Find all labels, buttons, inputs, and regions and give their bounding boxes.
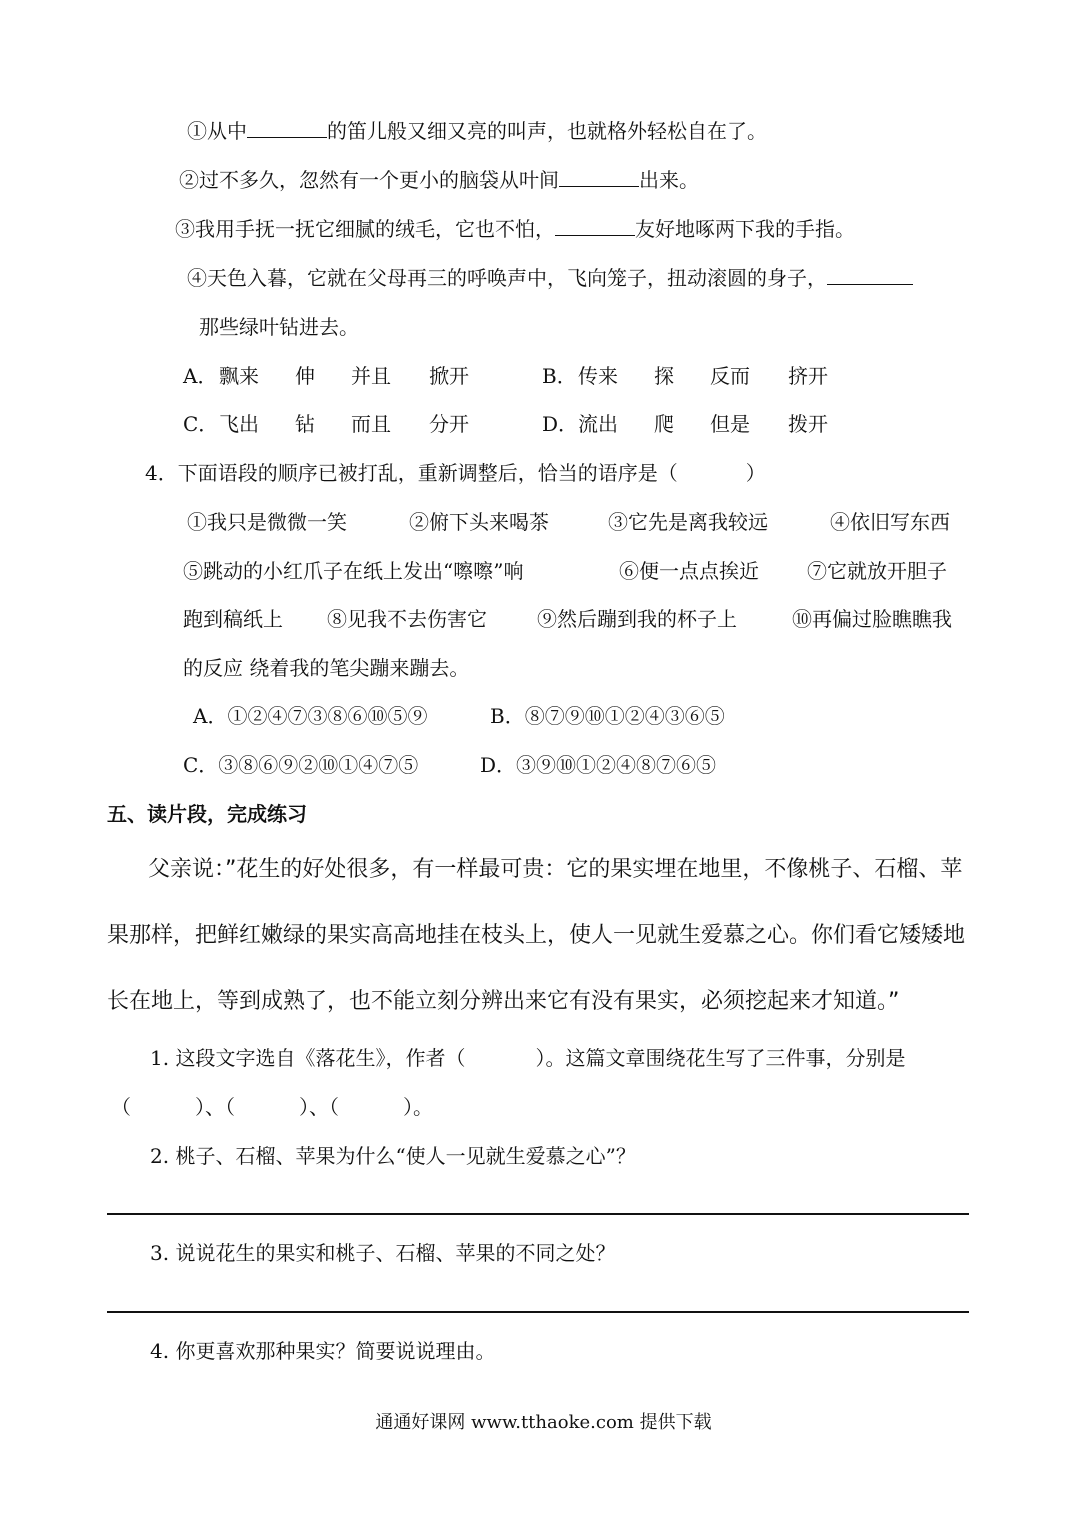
option-word: 拨开 — [788, 412, 828, 436]
q4-sentence: ⑦它就放开胆子 — [807, 559, 947, 583]
q3-item-2 — [179, 166, 699, 194]
paren: ）、（ — [299, 1095, 339, 1119]
q3-item-3-pre: ③我用手抚一抚它细腻的绒毛，它也不怕， — [175, 217, 555, 241]
option-word: 伸 — [295, 364, 315, 388]
q4-option-c: C．③⑧⑥⑨②⑩①④⑦⑤ — [183, 753, 419, 777]
s5-question-3: 3. 说说花生的果实和桃子、石榴、苹果的不同之处？ — [150, 1241, 616, 1265]
option-label: A． — [183, 364, 218, 388]
q3-item-2-pre: ②过不多久，忽然有一个更小的脑袋从叶间 — [179, 168, 559, 192]
section-title: 五、读片段，完成练习 — [107, 802, 307, 826]
s5-question-4: 4. 你更喜欢那种果实？简要说说理由。 — [150, 1339, 496, 1363]
q4-stem-text: 4．下面语段的顺序已被打乱，重新调整后，恰当的语序是（ — [145, 461, 678, 485]
q3-item-3 — [175, 215, 855, 243]
option-word: 反而 — [710, 364, 750, 388]
s5-q1-text-b: ）。这篇文章围绕花生写了三件事，分别是 — [535, 1046, 906, 1070]
option-word: 挤开 — [788, 364, 828, 388]
option-word: 飞出 — [219, 412, 259, 436]
option-word: 爬 — [654, 412, 674, 436]
option-word: 掀开 — [429, 364, 469, 388]
option-word: 但是 — [710, 412, 750, 436]
fill-blank — [559, 168, 639, 187]
q3-item-1-pre: ①从中 — [187, 119, 247, 143]
q4-sentence: 跑到稿纸上 — [183, 607, 283, 631]
fill-blank — [555, 217, 635, 236]
option-word: 而且 — [351, 412, 391, 436]
q4-sentence: ①我只是微微一笑 — [187, 510, 347, 534]
option-word: 钻 — [295, 412, 315, 436]
q3-item-4-cont: 那些绿叶钻进去。 — [199, 315, 359, 339]
q3-option-c — [183, 410, 469, 438]
option-word: 探 — [654, 364, 674, 388]
s5-question-1-blanks — [111, 1093, 433, 1121]
q4-sentence: ⑤跳动的小红爪子在纸上发出“嚓嚓”响 — [183, 559, 524, 583]
option-label: D． — [542, 412, 579, 436]
q4-sentence: ⑥便一点点挨近 — [619, 559, 759, 583]
q3-item-4-pre: ④天色入暮，它就在父母再三的呼唤声中，飞向笼子，扭动滚圆的身子， — [187, 266, 827, 290]
q4-sentence: ⑧见我不去伤害它 — [327, 607, 487, 631]
passage-line-1: 父亲说：”花生的好处很多，有一样最可贵：它的果实埋在地里，不像桃子、石榴、苹 — [148, 857, 963, 882]
q4-sentence: ③它先是离我较远 — [608, 510, 768, 534]
q3-item-4 — [187, 264, 913, 292]
answer-line — [107, 1213, 969, 1215]
q4-sentences-row3 — [183, 605, 952, 633]
q3-item-1 — [187, 117, 767, 145]
q3-item-2-post: 出来。 — [639, 168, 699, 192]
paren: ）、（ — [195, 1095, 235, 1119]
q3-option-d — [542, 410, 828, 438]
q4-sentence: ②俯下头来喝茶 — [409, 510, 549, 534]
q4-option-a: A．①②④⑦③⑧⑥⑩⑤⑨ — [193, 704, 428, 728]
q4-stem-close: ） — [745, 461, 766, 485]
fill-blank — [247, 119, 327, 138]
q4-option-b: B．⑧⑦⑨⑩①②④③⑥⑤ — [490, 704, 725, 728]
q4-sentence: ⑩再偏过脸瞧瞧我 — [792, 607, 952, 631]
option-word: 传来 — [578, 364, 618, 388]
option-word: 飘来 — [219, 364, 259, 388]
option-word: 分开 — [429, 412, 469, 436]
q4-stem — [145, 459, 766, 487]
q3-item-1-post: 的笛儿般又细又亮的叫声，也就格外轻松自在了。 — [327, 119, 767, 143]
q4-option-d: D．③⑨⑩①②④⑧⑦⑥⑤ — [480, 753, 717, 777]
q3-option-a — [183, 362, 469, 390]
q4-sentences-row4: 的反应 绕着我的笔尖蹦来蹦去。 — [183, 656, 470, 680]
q4-sentences-row2 — [183, 557, 947, 585]
option-word: 并且 — [351, 364, 391, 388]
s5-question-2: 2. 桃子、石榴、苹果为什么“使人一见就生爱慕之心”？ — [150, 1144, 636, 1168]
s5-q1-text-a: 1. 这段文字选自《落花生》，作者（ — [150, 1046, 466, 1070]
q4-sentence: ⑨然后蹦到我的杯子上 — [537, 607, 737, 631]
fill-blank — [827, 266, 913, 285]
q3-option-b — [542, 362, 828, 390]
paren: ）。 — [403, 1095, 433, 1119]
paren: （ — [111, 1095, 131, 1119]
option-label: B． — [542, 364, 577, 388]
option-word: 流出 — [578, 412, 618, 436]
q4-sentence: ④依旧写东西 — [830, 510, 950, 534]
answer-line — [107, 1311, 969, 1313]
passage-line-3: 长在地上，等到成熟了，也不能立刻分辨出来它有没有果实，必须挖起来才知道。” — [107, 989, 900, 1014]
page-footer: 通通好课网 www.tthaoke.com 提供下载 — [375, 1412, 712, 1433]
q3-item-3-post: 友好地啄两下我的手指。 — [635, 217, 855, 241]
passage-line-2: 果那样，把鲜红嫩绿的果实高高地挂在枝头上，使人一见就生爱慕之心。你们看它矮矮地 — [107, 923, 966, 948]
q4-sentences-row1 — [187, 508, 950, 536]
s5-question-1 — [150, 1044, 905, 1072]
option-label: C． — [183, 412, 219, 436]
